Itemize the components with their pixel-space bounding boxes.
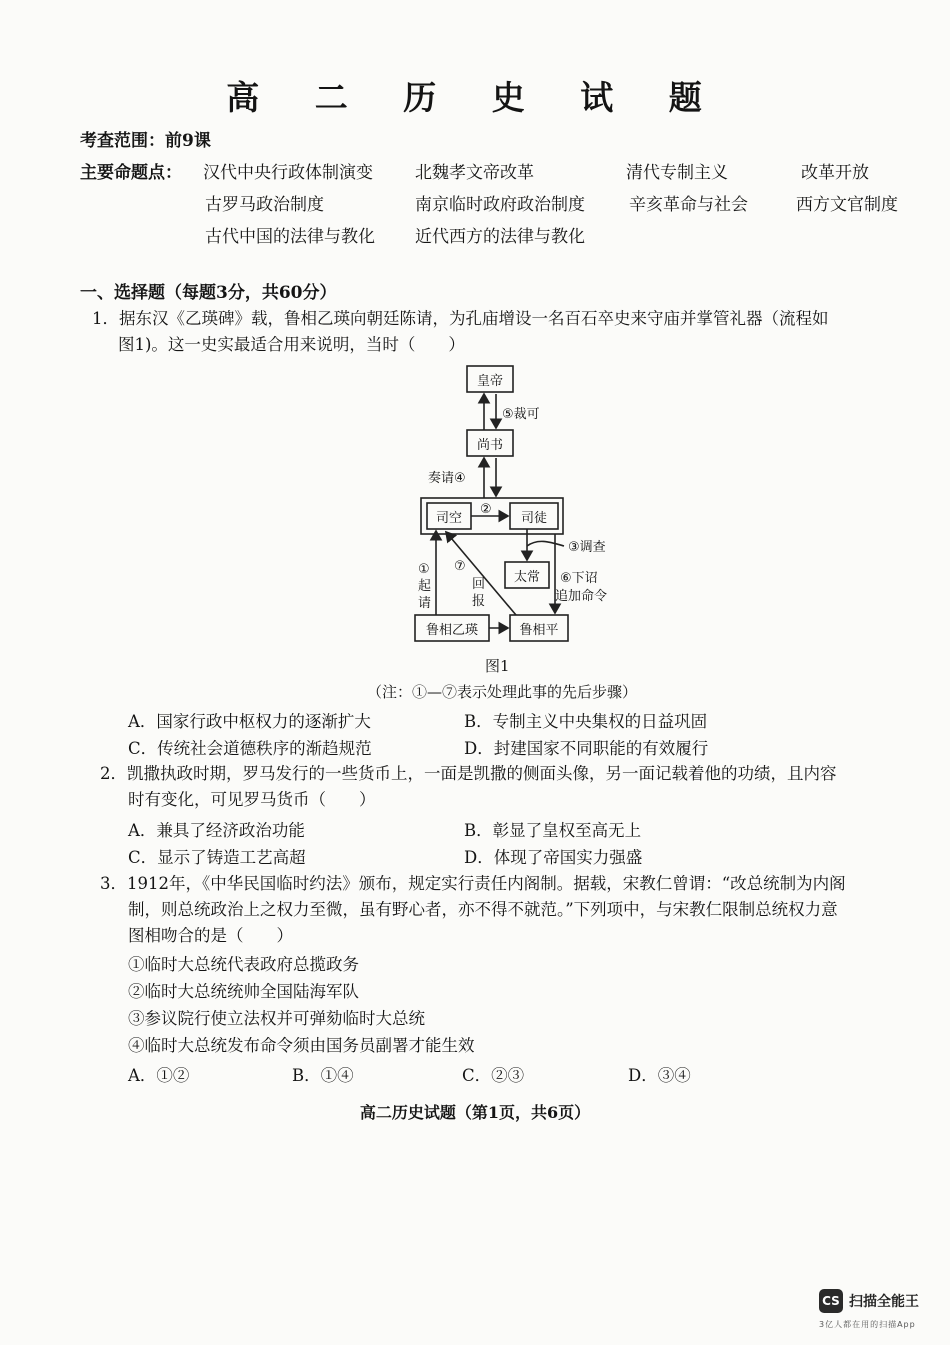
topic-item: 近代西方的法律与教化 bbox=[415, 227, 585, 247]
step4-label: 奏请④ bbox=[428, 471, 466, 486]
q3-option-c: C．②③ bbox=[462, 1066, 525, 1085]
step3-label: ③调查 bbox=[568, 540, 606, 555]
emperor-label: 皇帝 bbox=[476, 374, 504, 389]
figure-caption: 图1 bbox=[485, 657, 510, 675]
scanner-app-name: 扫描全能王 bbox=[849, 1294, 919, 1310]
q2-option-b: B．彰显了皇权至高无上 bbox=[464, 821, 642, 840]
shangshu-label: 尚书 bbox=[476, 438, 504, 453]
step1c-label: 请 bbox=[418, 596, 432, 611]
flow-diagram bbox=[400, 360, 640, 656]
q3-option-b: B．①④ bbox=[292, 1066, 354, 1085]
step3-hook bbox=[527, 541, 564, 546]
topic-item: 南京临时政府政治制度 bbox=[415, 195, 585, 215]
luxiangping-label: 鲁相平 bbox=[519, 623, 559, 638]
page-footer: 高二历史试题（第1页，共6页） bbox=[359, 1103, 591, 1122]
taichang-label: 太常 bbox=[513, 570, 541, 585]
q3-item: ①临时大总统代表政府总揽政务 bbox=[128, 955, 359, 974]
step2-label: ② bbox=[480, 502, 492, 517]
q3-option-d: D．③④ bbox=[628, 1066, 691, 1085]
q3-item: ③参议院行使立法权并可弹劾临时大总统 bbox=[128, 1009, 425, 1028]
q2-option-c: C．显示了铸造工艺高超 bbox=[128, 848, 306, 867]
step5-label: ⑤裁可 bbox=[502, 407, 540, 422]
sikong-label: 司空 bbox=[435, 511, 463, 526]
question-1-text: 1．据东汉《乙瑛碑》载，鲁相乙瑛向朝廷陈请，为孔庙增设一名百石卒史来守庙并掌管礼器（流程如 bbox=[92, 309, 829, 328]
q1-option-a: A．国家行政中枢权力的逐渐扩大 bbox=[128, 712, 371, 731]
yiying-label: 鲁相乙瑛 bbox=[425, 623, 479, 638]
topic-item: 改革开放 bbox=[801, 163, 869, 183]
scanner-tagline: 3亿人都在用的扫描App bbox=[819, 1320, 916, 1329]
step7c-label: 报 bbox=[472, 594, 486, 609]
topics-label: 主要命题点： bbox=[80, 163, 182, 183]
step6b-label: 追加命令 bbox=[555, 589, 608, 604]
figure-note: （注：①—⑦表示处理此事的先后步骤） bbox=[367, 683, 638, 701]
step1b-label: 起 bbox=[418, 579, 432, 594]
q1-option-d: D．封建国家不同职能的有效履行 bbox=[464, 739, 709, 758]
q1-option-b: B．专制主义中央集权的日益巩固 bbox=[464, 712, 708, 731]
topic-item: 北魏孝文帝改革 bbox=[415, 163, 534, 183]
q1-option-c: C．传统社会道德秩序的渐趋规范 bbox=[128, 739, 372, 758]
step6a-label: ⑥下诏 bbox=[560, 571, 598, 586]
section-title: 一、选择题（每题3分，共60分） bbox=[80, 283, 337, 303]
page-title: 高 二 历 史 试 题 bbox=[226, 78, 724, 117]
question-3-text-cont: 制，则总统政治上之权力至微，虽有野心者，亦不得不就范。”下列项中，与宋教仁限制总统权力意 bbox=[128, 900, 838, 919]
topic-item: 古代中国的法律与教化 bbox=[205, 227, 375, 247]
question-3-text-cont2: 图相吻合的是（ ） bbox=[128, 926, 293, 945]
question-3-text: 3．1912年，《中华民国临时约法》颁布，规定实行责任内阁制。据载，宋教仁曾谓：“改总统制为内阁 bbox=[100, 874, 846, 893]
q2-option-a: A．兼具了经济政治功能 bbox=[128, 821, 305, 840]
scanner-logo-icon: CS bbox=[819, 1289, 843, 1313]
question-2-text: 2．凯撒执政时期，罗马发行的一些货币上，一面是凯撒的侧面头像，另一面记载着他的功绩，且内容 bbox=[100, 764, 837, 783]
step7b-label: 回 bbox=[472, 577, 486, 592]
q3-option-a: A．①② bbox=[128, 1066, 190, 1085]
topic-item: 清代专制主义 bbox=[626, 163, 728, 183]
step7a-label: ⑦ bbox=[454, 559, 466, 574]
q3-item: ②临时大总统统帅全国陆海军队 bbox=[128, 982, 359, 1001]
step1a-label: ① bbox=[418, 562, 430, 577]
q2-option-d: D．体现了帝国实力强盛 bbox=[464, 848, 643, 867]
scanner-watermark bbox=[819, 1289, 939, 1331]
exam-scope: 考查范围：前9课 bbox=[80, 131, 211, 151]
topic-item: 西方文官制度 bbox=[796, 195, 898, 215]
topic-item: 古罗马政治制度 bbox=[205, 195, 324, 215]
question-2-text-cont: 时有变化，可见罗马货币（ ） bbox=[128, 790, 376, 809]
question-1-text-cont: 图1)。这一史实最适合用来说明，当时（ ） bbox=[118, 335, 465, 354]
q3-item: ④临时大总统发布命令须由国务员副署才能生效 bbox=[128, 1036, 475, 1055]
topic-item: 汉代中央行政体制演变 bbox=[203, 163, 373, 183]
situ-label: 司徒 bbox=[520, 511, 548, 526]
topic-item: 辛亥革命与社会 bbox=[629, 195, 748, 215]
